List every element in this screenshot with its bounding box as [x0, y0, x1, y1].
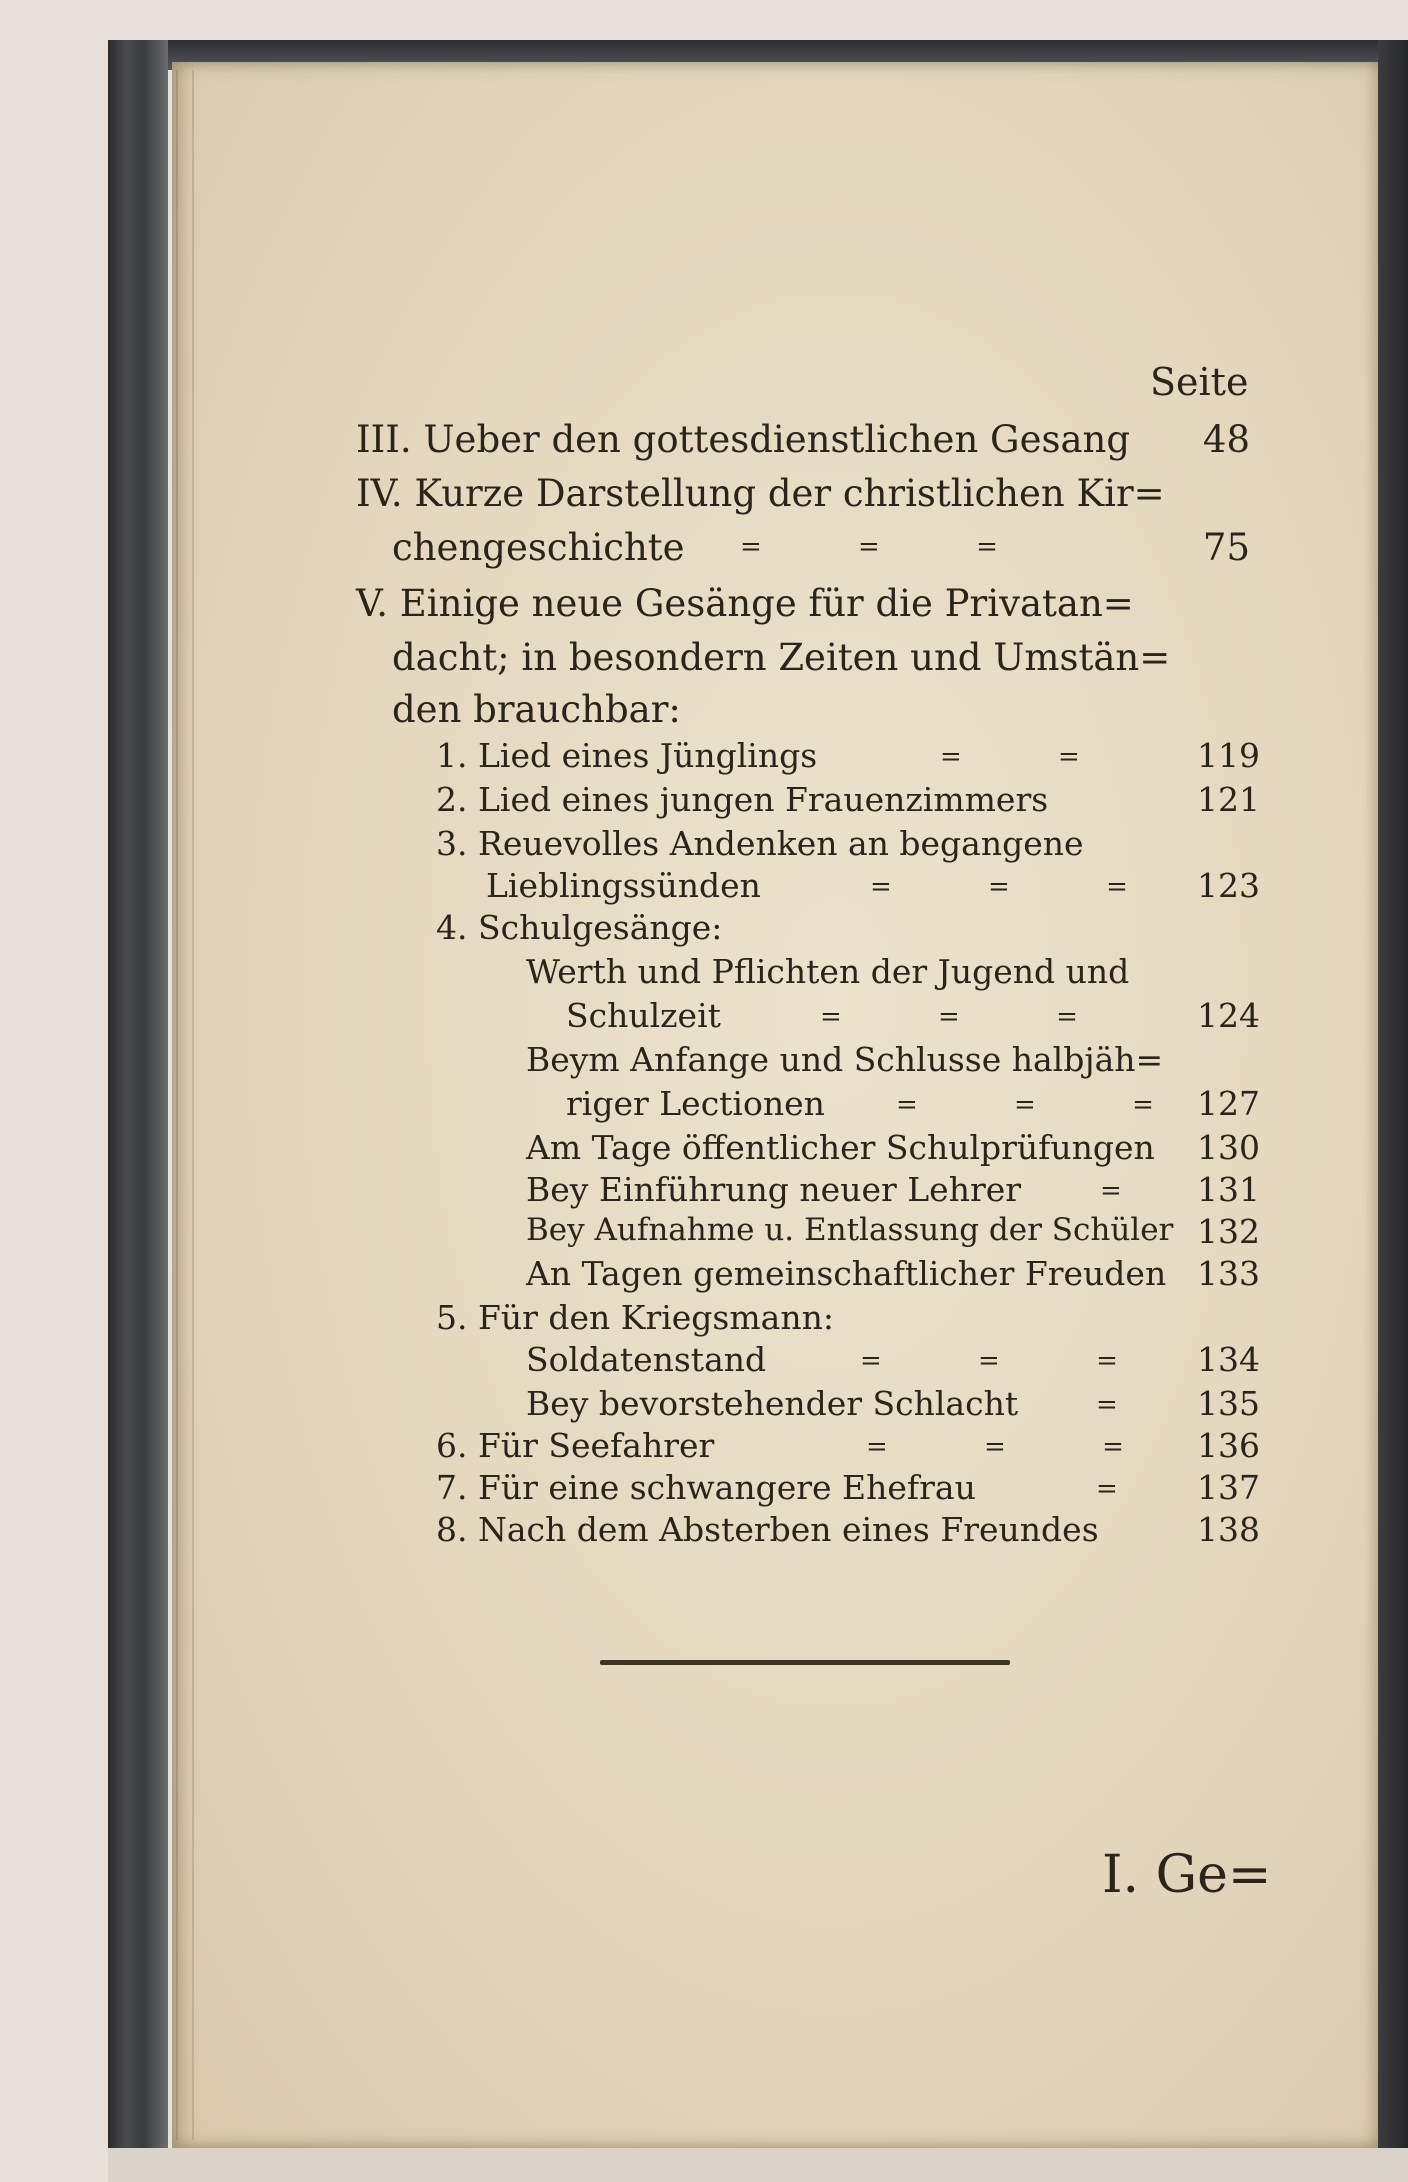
toc-entry-page: 131	[1197, 1170, 1260, 1209]
leader-dots: = = =	[870, 872, 1172, 902]
leader-dots: = = =	[866, 1432, 1168, 1462]
toc-entry-page: 132	[1197, 1212, 1260, 1251]
closing-rule	[600, 1660, 1010, 1665]
toc-entry-page: 75	[1202, 526, 1250, 569]
book-binding-spine	[108, 40, 168, 2160]
toc-entry-label: 3. Reuevolles Andenken an begangene	[436, 824, 1084, 863]
toc-entry-label: Beym Anfange und Schlusse halbjäh=	[526, 1040, 1164, 1079]
toc-entry-label: III. Ueber den gottesdienstlichen Gesang	[356, 418, 1131, 461]
toc-entry-page: 134	[1197, 1340, 1260, 1379]
toc-entry-label: V. Einige neue Gesänge für die Privatan=	[356, 582, 1134, 625]
toc-entry-page: 136	[1197, 1426, 1260, 1465]
toc-entry-label: 2. Lied eines jungen Frauenzimmers	[436, 780, 1049, 819]
toc-entry-label: 7. Für eine schwangere Ehefrau	[436, 1468, 976, 1507]
toc-entry-label: 4. Schulgesänge:	[436, 908, 723, 947]
toc-entry-page: 133	[1197, 1254, 1260, 1293]
catchword: I. Ge=	[1102, 1845, 1272, 1905]
toc-entry-label: riger Lectionen	[566, 1084, 825, 1123]
leader-dots: =	[1096, 1474, 1162, 1504]
toc-entry-label: 1. Lied eines Jünglings	[436, 736, 818, 775]
toc-entry-page: 119	[1197, 736, 1260, 775]
toc-entry-label: IV. Kurze Darstellung der christlichen Kir=	[356, 472, 1165, 515]
leader-dots: =	[1100, 1176, 1166, 1206]
toc-entry-label: chengeschichte	[392, 526, 685, 569]
toc-entry-page: 127	[1197, 1084, 1260, 1123]
leader-dots: = = =	[820, 1002, 1122, 1032]
toc-entry-page: 124	[1197, 996, 1260, 1035]
toc-entry-page: 121	[1197, 780, 1260, 819]
toc-entry-label: Soldatenstand	[526, 1340, 767, 1379]
toc-entry-label: Bey bevorstehender Schlacht	[526, 1384, 1019, 1423]
leader-dots: = = =	[860, 1346, 1162, 1376]
toc-entry-label: Schulzeit	[566, 996, 721, 1035]
toc-entry-label: Bey Aufnahme u. Entlassung der Schüler	[526, 1212, 1174, 1248]
toc-entry-label: Bey Einführung neuer Lehrer	[526, 1170, 1022, 1209]
toc-entry-page: 130	[1197, 1128, 1260, 1167]
toc-entry-page: 123	[1197, 866, 1260, 905]
leader-dots: =	[1096, 1390, 1162, 1420]
toc-entry-page: 137	[1197, 1468, 1260, 1507]
toc-entry-label: 6. Für Seefahrer	[436, 1426, 715, 1465]
leader-dots: = = =	[896, 1090, 1198, 1120]
toc-entry-page: 138	[1197, 1510, 1260, 1549]
toc-entry-label: Lieblingssünden	[486, 866, 761, 905]
toc-entry-label: An Tagen gemeinschaftlicher Freuden	[526, 1254, 1167, 1293]
book-cover-bottom-edge	[108, 2148, 1408, 2182]
toc-entry-label: den brauchbar:	[392, 688, 681, 731]
toc-entry-label: 5. Für den Kriegsmann:	[436, 1298, 834, 1337]
leader-dots: = = =	[740, 532, 1042, 562]
page-column-header: Seite	[1150, 360, 1249, 404]
toc-entry-label: dacht; in besondern Zeiten und Umstän=	[392, 636, 1171, 679]
page-stack-edges	[176, 70, 194, 2140]
toc-entry-label: Werth und Pflichten der Jugend und	[526, 952, 1130, 991]
book-cover-right-edge	[1378, 40, 1408, 2160]
toc-entry-page: 48	[1202, 418, 1250, 461]
toc-entry-page: 135	[1197, 1384, 1260, 1423]
toc-entry-label: 8. Nach dem Absterben eines Freundes	[436, 1510, 1099, 1549]
leader-dots: = =	[940, 742, 1124, 772]
toc-entry-label: Am Tage öffentlicher Schulprüfungen	[526, 1128, 1155, 1167]
